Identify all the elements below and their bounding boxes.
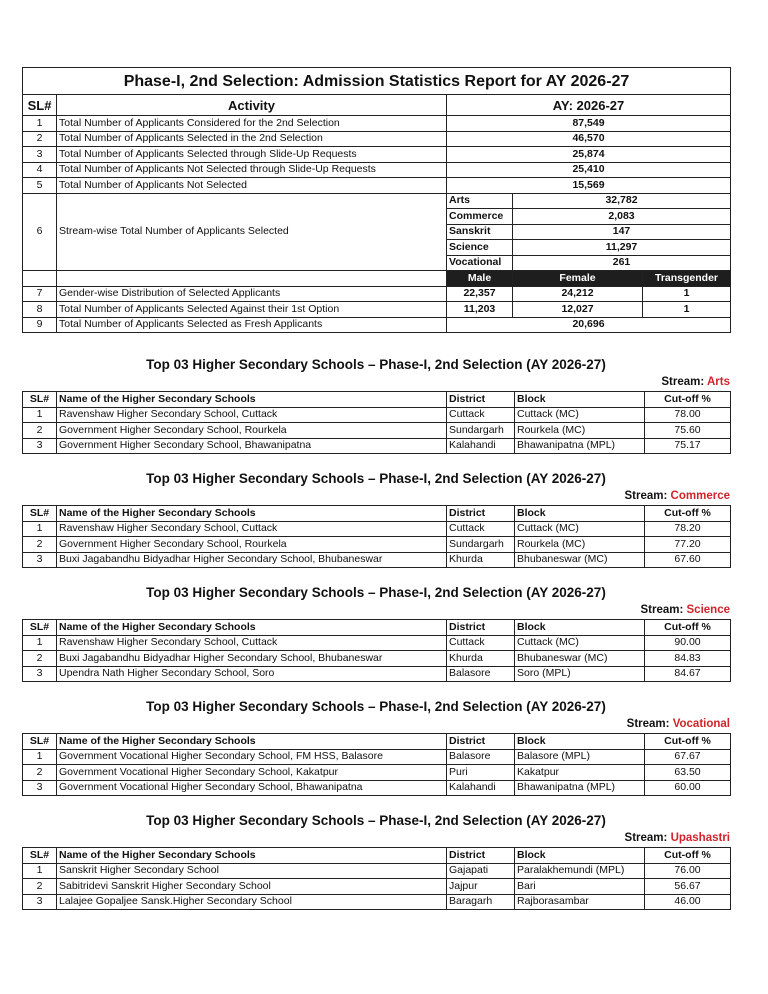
school-cutoff: 76.00	[645, 863, 731, 879]
school-sl: 3	[23, 666, 57, 682]
male-value: 22,357	[447, 286, 513, 302]
male-header: Male	[447, 271, 513, 287]
row-sl: 6	[23, 193, 57, 271]
table-row	[23, 407, 731, 423]
school-table-commerce	[22, 505, 731, 568]
school-cutoff: 90.00	[645, 635, 731, 651]
row-value: 20,696	[447, 317, 731, 333]
school-cutoff: 46.00	[645, 894, 731, 910]
school-cutoff: 84.83	[645, 651, 731, 667]
stream-value: 11,297	[513, 240, 731, 256]
school-cutoff: 63.50	[645, 765, 731, 781]
school-block: Cuttack (MC)	[515, 521, 645, 537]
school-block: Cuttack (MC)	[515, 407, 645, 423]
col-district-header: District	[447, 620, 515, 636]
school-district: Cuttack	[447, 635, 515, 651]
row-activity: Total Number of Applicants Selected through Slide-Up Requests	[57, 147, 447, 163]
school-name: Government Vocational Higher Secondary School, FM HSS, Balasore	[57, 749, 447, 765]
stream-name: Commerce	[447, 209, 513, 225]
report-title: Phase-I, 2nd Selection: Admission Statistics Report for AY 2026-27	[23, 68, 731, 95]
table-row	[23, 521, 731, 537]
col-block-header: Block	[515, 392, 645, 408]
school-district: Khurda	[447, 552, 515, 568]
stream-line	[625, 490, 730, 502]
school-cutoff: 75.17	[645, 438, 731, 454]
col-name-header: Name of the Higher Secondary Schools	[57, 734, 447, 750]
stream-label: Stream:	[626, 718, 670, 730]
school-name: Upendra Nath Higher Secondary School, Soro	[57, 666, 447, 682]
row-sl: 2	[23, 131, 57, 147]
school-block: Rajborasambar	[515, 894, 645, 910]
school-name: Government Higher Secondary School, Rourkela	[57, 537, 447, 553]
col-cutoff-header: Cut-off %	[645, 392, 731, 408]
gender-header-row	[23, 271, 731, 287]
school-cutoff: 67.60	[645, 552, 731, 568]
school-cutoff: 78.00	[645, 407, 731, 423]
transgender-value: 1	[643, 302, 731, 318]
stream-name: Arts	[447, 193, 513, 209]
row-sl: 1	[23, 116, 57, 132]
school-block: Soro (MPL)	[515, 666, 645, 682]
stream-value: 32,782	[513, 193, 731, 209]
table-row	[23, 749, 731, 765]
school-sl: 3	[23, 552, 57, 568]
table-row	[23, 537, 731, 553]
school-district: Cuttack	[447, 407, 515, 423]
col-district-header: District	[447, 506, 515, 522]
row-activity: Total Number of Applicants Not Selected	[57, 178, 447, 194]
col-sl-header: SL#	[23, 95, 57, 116]
female-header: Female	[513, 271, 643, 287]
school-block: Bari	[515, 879, 645, 895]
section-title: Top 03 Higher Secondary Schools – Phase-I, 2nd Selection (AY 2026-27)	[146, 585, 606, 600]
school-block: Rourkela (MC)	[515, 423, 645, 439]
school-block: Kakatpur	[515, 765, 645, 781]
col-name-header: Name of the Higher Secondary Schools	[57, 392, 447, 408]
row-activity: Total Number of Applicants Selected as Fresh Applicants	[57, 317, 447, 333]
school-header-row	[23, 506, 731, 522]
school-sl: 1	[23, 863, 57, 879]
table-row	[23, 286, 731, 302]
stream-value: Commerce	[670, 490, 730, 502]
school-sl: 3	[23, 894, 57, 910]
stream-name: Sanskrit	[447, 224, 513, 240]
stream-line	[625, 832, 730, 844]
stream-value: Vocational	[672, 718, 730, 730]
school-sl: 1	[23, 407, 57, 423]
col-cutoff-header: Cut-off %	[645, 734, 731, 750]
col-block-header: Block	[515, 734, 645, 750]
school-cutoff: 67.67	[645, 749, 731, 765]
stream-value: 261	[513, 255, 731, 271]
col-name-header: Name of the Higher Secondary Schools	[57, 620, 447, 636]
col-block-header: Block	[515, 506, 645, 522]
school-cutoff: 77.20	[645, 537, 731, 553]
table-row	[23, 635, 731, 651]
section-title: Top 03 Higher Secondary Schools – Phase-I, 2nd Selection (AY 2026-27)	[146, 471, 606, 486]
col-sl-header: SL#	[23, 734, 57, 750]
school-name: Government Higher Secondary School, Rourkela	[57, 423, 447, 439]
row-activity: Gender-wise Distribution of Selected Applicants	[57, 286, 447, 302]
school-cutoff: 84.67	[645, 666, 731, 682]
stream-label: Stream:	[624, 832, 668, 844]
school-name: Ravenshaw Higher Secondary School, Cuttack	[57, 407, 447, 423]
school-block: Balasore (MPL)	[515, 749, 645, 765]
row-sl: 3	[23, 147, 57, 163]
school-block: Bhubaneswar (MC)	[515, 651, 645, 667]
school-sl: 2	[23, 765, 57, 781]
table-row	[23, 863, 731, 879]
school-district: Khurda	[447, 651, 515, 667]
table-row	[23, 193, 731, 209]
school-name: Government Vocational Higher Secondary School, Bhawanipatna	[57, 780, 447, 796]
school-block: Rourkela (MC)	[515, 537, 645, 553]
school-block: Bhawanipatna (MPL)	[515, 438, 645, 454]
row-value: 25,874	[447, 147, 731, 163]
school-cutoff: 78.20	[645, 521, 731, 537]
table-row	[23, 780, 731, 796]
table-row	[23, 147, 731, 163]
school-district: Balasore	[447, 666, 515, 682]
school-name: Sabitridevi Sanskrit Higher Secondary School	[57, 879, 447, 895]
school-header-row	[23, 392, 731, 408]
row-value: 25,410	[447, 162, 731, 178]
row-activity: Stream-wise Total Number of Applicants Selected	[57, 193, 447, 271]
admission-statistics-table	[22, 67, 731, 333]
table-row	[23, 178, 731, 194]
school-district: Kalahandi	[447, 438, 515, 454]
col-block-header: Block	[515, 620, 645, 636]
row-sl: 7	[23, 286, 57, 302]
row-activity: Total Number of Applicants Considered for the 2nd Selection	[57, 116, 447, 132]
stream-line	[661, 376, 730, 388]
col-name-header: Name of the Higher Secondary Schools	[57, 848, 447, 864]
school-name: Ravenshaw Higher Secondary School, Cuttack	[57, 635, 447, 651]
col-name-header: Name of the Higher Secondary Schools	[57, 506, 447, 522]
table-row	[23, 651, 731, 667]
female-value: 24,212	[513, 286, 643, 302]
col-sl-header: SL#	[23, 620, 57, 636]
school-sl: 3	[23, 438, 57, 454]
school-table-vocational	[22, 733, 731, 796]
col-block-header: Block	[515, 848, 645, 864]
school-district: Puri	[447, 765, 515, 781]
school-sl: 1	[23, 749, 57, 765]
blank-cell	[57, 271, 447, 287]
school-name: Sanskrit Higher Secondary School	[57, 863, 447, 879]
table-row	[23, 131, 731, 147]
school-sl: 2	[23, 537, 57, 553]
school-sl: 3	[23, 780, 57, 796]
col-activity-header: Activity	[57, 95, 447, 116]
school-name: Government Higher Secondary School, Bhawanipatna	[57, 438, 447, 454]
school-cutoff: 56.67	[645, 879, 731, 895]
row-sl: 5	[23, 178, 57, 194]
school-block: Bhawanipatna (MPL)	[515, 780, 645, 796]
row-activity: Total Number of Applicants Selected Against their 1st Option	[57, 302, 447, 318]
school-block: Cuttack (MC)	[515, 635, 645, 651]
table-row	[23, 423, 731, 439]
school-table-upashastri	[22, 847, 731, 910]
stream-label: Stream:	[661, 376, 705, 388]
col-district-header: District	[447, 392, 515, 408]
table-row	[23, 302, 731, 318]
transgender-value: 1	[643, 286, 731, 302]
school-sl: 2	[23, 423, 57, 439]
transgender-header: Transgender	[643, 271, 731, 287]
school-name: Government Vocational Higher Secondary School, Kakatpur	[57, 765, 447, 781]
col-cutoff-header: Cut-off %	[645, 848, 731, 864]
male-value: 11,203	[447, 302, 513, 318]
stream-line	[640, 604, 730, 616]
school-name: Ravenshaw Higher Secondary School, Cuttack	[57, 521, 447, 537]
school-district: Sundargarh	[447, 537, 515, 553]
stream-label: Stream:	[640, 604, 684, 616]
school-block: Bhubaneswar (MC)	[515, 552, 645, 568]
col-sl-header: SL#	[23, 392, 57, 408]
stream-name: Science	[447, 240, 513, 256]
col-cutoff-header: Cut-off %	[645, 620, 731, 636]
table-row	[23, 879, 731, 895]
col-sl-header: SL#	[23, 506, 57, 522]
row-value: 15,569	[447, 178, 731, 194]
school-district: Sundargarh	[447, 423, 515, 439]
stream-label: Stream:	[624, 490, 668, 502]
table-row	[23, 552, 731, 568]
school-table-science	[22, 619, 731, 682]
school-header-row	[23, 734, 731, 750]
stream-line	[627, 718, 730, 730]
stream-value: Upashastri	[670, 832, 730, 844]
school-district: Gajapati	[447, 863, 515, 879]
col-district-header: District	[447, 734, 515, 750]
school-sl: 2	[23, 651, 57, 667]
table-row	[23, 894, 731, 910]
stream-name: Vocational	[447, 255, 513, 271]
table-row	[23, 666, 731, 682]
blank-cell	[23, 271, 57, 287]
school-sl: 2	[23, 879, 57, 895]
school-name: Buxi Jagabandhu Bidyadhar Higher Secondary School, Bhubaneswar	[57, 552, 447, 568]
section-title: Top 03 Higher Secondary Schools – Phase-I, 2nd Selection (AY 2026-27)	[146, 699, 606, 714]
table-row	[23, 765, 731, 781]
school-cutoff: 75.60	[645, 423, 731, 439]
section-title: Top 03 Higher Secondary Schools – Phase-I, 2nd Selection (AY 2026-27)	[146, 813, 606, 828]
school-block: Paralakhemundi (MPL)	[515, 863, 645, 879]
section-title: Top 03 Higher Secondary Schools – Phase-I, 2nd Selection (AY 2026-27)	[146, 357, 606, 372]
female-value: 12,027	[513, 302, 643, 318]
stream-value: Science	[686, 604, 730, 616]
school-district: Balasore	[447, 749, 515, 765]
stream-value: 147	[513, 224, 731, 240]
table-row	[23, 317, 731, 333]
school-cutoff: 60.00	[645, 780, 731, 796]
col-district-header: District	[447, 848, 515, 864]
school-district: Jajpur	[447, 879, 515, 895]
row-value: 87,549	[447, 116, 731, 132]
col-ay-header: AY: 2026-27	[447, 95, 731, 116]
table-row	[23, 116, 731, 132]
school-name: Buxi Jagabandhu Bidyadhar Higher Secondary School, Bhubaneswar	[57, 651, 447, 667]
school-header-row	[23, 620, 731, 636]
row-value: 46,570	[447, 131, 731, 147]
stream-value: Arts	[706, 376, 730, 388]
stream-value: 2,083	[513, 209, 731, 225]
school-name: Lalajee Gopaljee Sansk.Higher Secondary School	[57, 894, 447, 910]
school-district: Kalahandi	[447, 780, 515, 796]
row-activity: Total Number of Applicants Selected in the 2nd Selection	[57, 131, 447, 147]
table-row	[23, 162, 731, 178]
row-activity: Total Number of Applicants Not Selected through Slide-Up Requests	[57, 162, 447, 178]
table-row	[23, 438, 731, 454]
school-table-arts	[22, 391, 731, 454]
row-sl: 8	[23, 302, 57, 318]
school-sl: 1	[23, 635, 57, 651]
col-sl-header: SL#	[23, 848, 57, 864]
school-header-row	[23, 848, 731, 864]
school-sl: 1	[23, 521, 57, 537]
row-sl: 9	[23, 317, 57, 333]
row-sl: 4	[23, 162, 57, 178]
school-district: Baragarh	[447, 894, 515, 910]
col-cutoff-header: Cut-off %	[645, 506, 731, 522]
school-district: Cuttack	[447, 521, 515, 537]
